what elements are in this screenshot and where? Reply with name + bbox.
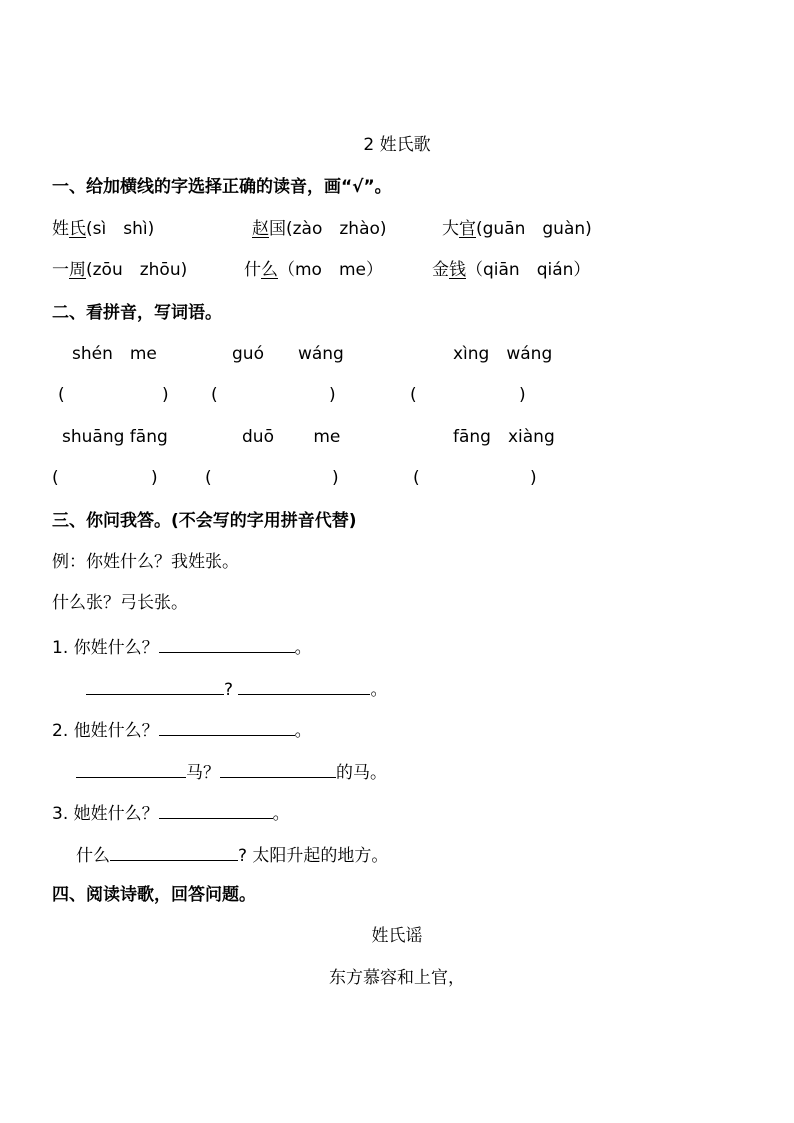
pinyin-shuangfang: shuāng fāng xyxy=(62,427,168,447)
answer-blank[interactable] xyxy=(238,676,370,695)
question-1: 1. 你姓什么？ 。 xyxy=(52,634,312,659)
answer-box-open: ( xyxy=(410,385,417,405)
section-4-heading: 四、阅读诗歌，回答问题。 xyxy=(52,885,256,905)
answer-blank[interactable] xyxy=(86,676,224,695)
section-2-heading: 二、看拼音，写词语。 xyxy=(52,303,222,323)
s1-item-6: 金钱（qiān qián） xyxy=(432,260,591,280)
answer-box-close: ) xyxy=(332,468,339,488)
example-line-1: 例：你姓什么？我姓张。 xyxy=(52,552,239,572)
answer-box-close: ) xyxy=(519,385,526,405)
answer-box-close: ) xyxy=(162,385,169,405)
section-1-heading: 一、给加横线的字选择正确的读音，画“√”。 xyxy=(52,177,392,197)
answer-box-open: ( xyxy=(52,468,59,488)
poem-line-1: 东方慕容和上官， xyxy=(329,968,465,988)
answer-blank[interactable] xyxy=(76,759,186,778)
answer-line-3: 什么 ? 太阳升起的地方。 xyxy=(76,842,388,867)
example-line-2: 什么张？弓长张。 xyxy=(52,593,188,613)
pinyin-xingwang: xìng wáng xyxy=(453,344,553,364)
pinyin-guowang: guó wáng xyxy=(232,344,344,364)
pinyin-shenme: shén me xyxy=(72,344,157,364)
answer-box-close: ) xyxy=(151,468,158,488)
question-2: 2. 他姓什么？ 。 xyxy=(52,717,312,742)
answer-line-1: ? 。 xyxy=(86,676,387,701)
pinyin-fangxiang: fāng xiàng xyxy=(453,427,555,447)
answer-box-close: ) xyxy=(329,385,336,405)
answer-box-open: ( xyxy=(211,385,218,405)
page-title: 2 姓氏歌 xyxy=(363,135,431,155)
answer-line-2: 马？ 的马。 xyxy=(76,759,387,784)
answer-box-open: ( xyxy=(58,385,65,405)
answer-box-open: ( xyxy=(205,468,212,488)
s1-item-5: 什么（mo me） xyxy=(244,260,383,280)
answer-box-close: ) xyxy=(530,468,537,488)
answer-blank[interactable] xyxy=(159,634,295,653)
answer-box-open: ( xyxy=(413,468,420,488)
pinyin-duome: duō me xyxy=(242,427,341,447)
answer-blank[interactable] xyxy=(220,759,336,778)
s1-item-2: 赵国(zào zhào) xyxy=(252,219,387,239)
answer-blank[interactable] xyxy=(159,717,295,736)
s1-item-4: 一周(zōu zhōu) xyxy=(52,260,188,280)
question-3: 3. 她姓什么？ 。 xyxy=(52,800,290,825)
poem-title: 姓氏谣 xyxy=(371,926,423,946)
answer-blank[interactable] xyxy=(159,800,273,819)
answer-blank[interactable] xyxy=(110,842,238,861)
section-3-heading: 三、你问我答。(不会写的字用拼音代替) xyxy=(52,511,357,531)
s1-item-1: 姓氏(sì shì) xyxy=(52,219,155,239)
s1-item-3: 大官(guān guàn) xyxy=(442,219,592,239)
